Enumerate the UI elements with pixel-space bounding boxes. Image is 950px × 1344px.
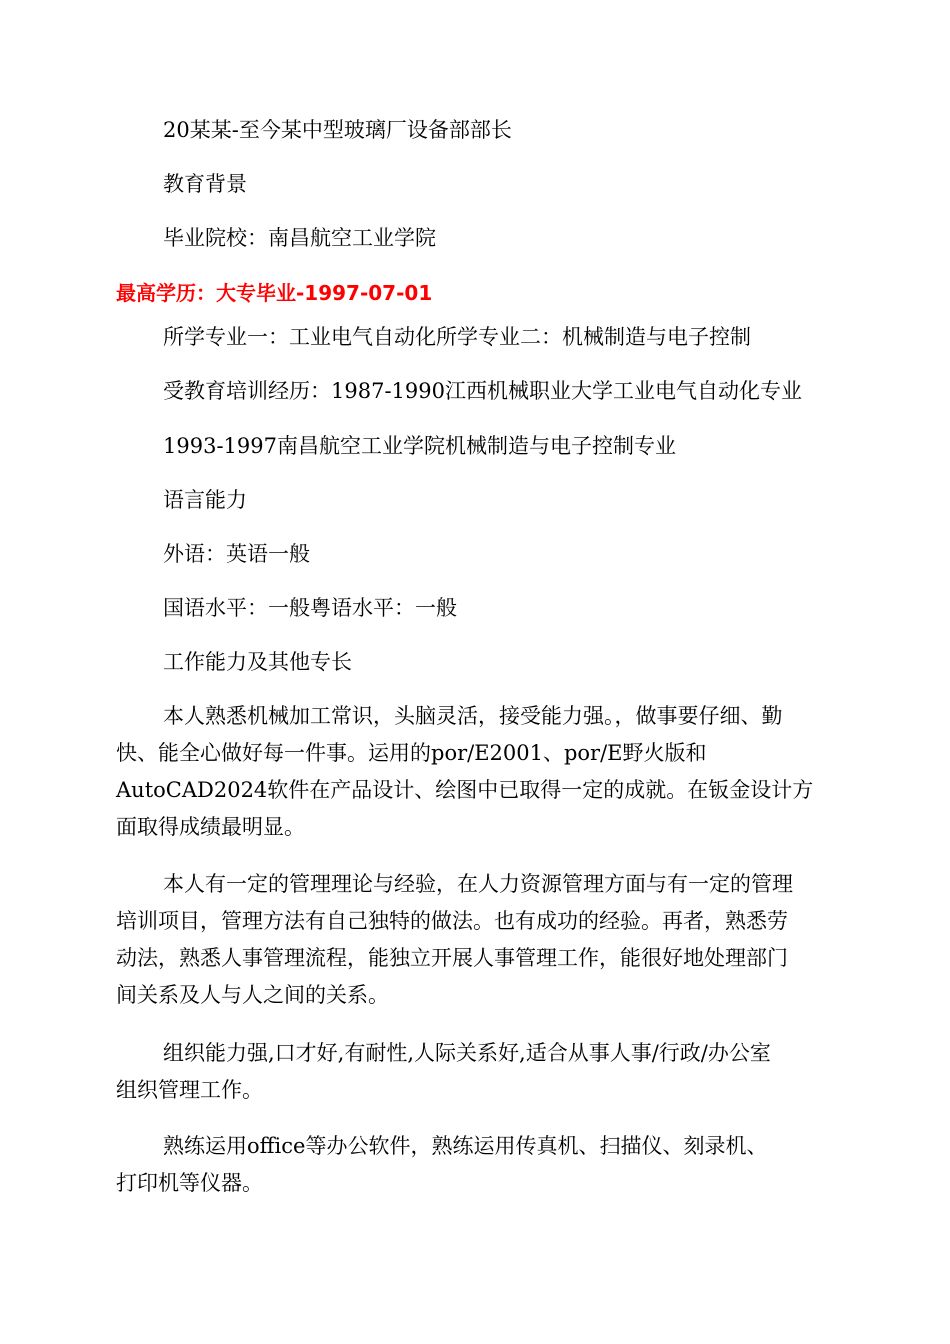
paragraph-line: 本人熟悉机械加工常识，头脑灵活，接受能力强。，做事要仔细、勤 xyxy=(163,704,783,728)
paragraph-line: AutoCAD2024软件在产品设计、绘图中已取得一定的成就。在钣金设计方 xyxy=(116,778,814,802)
job-line: 20某某-至今某中型玻璃厂设备部部长 xyxy=(163,118,512,142)
skills-paragraph-4 xyxy=(116,1128,836,1202)
section-title-education: 教育背景 xyxy=(163,172,247,196)
foreign-language-line: 外语：英语一般 xyxy=(163,542,310,566)
paragraph-line: 培训项目，管理方法有自己独特的做法。也有成功的经验。再者，熟悉劳 xyxy=(116,909,788,933)
skills-paragraph-1 xyxy=(116,698,836,846)
mandarin-cantonese-line: 国语水平：一般粤语水平：一般 xyxy=(163,596,457,620)
training-line-2: 1993-1997南昌航空工业学院机械制造与电子控制专业 xyxy=(163,434,676,458)
majors-line: 所学专业一：工业电气自动化所学专业二：机械制造与电子控制 xyxy=(163,325,751,349)
skills-paragraph-2 xyxy=(116,866,836,1014)
paragraph-line: 打印机等仪器。 xyxy=(116,1171,263,1195)
paragraph-line: 组织能力强,口才好,有耐性,人际关系好,适合从事人事/行政/办公室 xyxy=(163,1041,771,1065)
paragraph-line: 快、能全心做好每一件事。运用的por/E2001、por/E野火版和 xyxy=(116,741,707,765)
paragraph-line: 面取得成绩最明显。 xyxy=(116,815,305,839)
paragraph-line: 动法，熟悉人事管理流程，能独立开展人事管理工作，能很好地处理部门 xyxy=(116,946,788,970)
paragraph-line: 间关系及人与人之间的关系。 xyxy=(116,983,389,1007)
skills-paragraph-3 xyxy=(116,1035,836,1109)
paragraph-line: 组织管理工作。 xyxy=(116,1078,263,1102)
section-title-skills: 工作能力及其他专长 xyxy=(163,650,352,674)
highest-degree-heading: 最高学历：大专毕业-1997-07-01 xyxy=(116,281,433,305)
paragraph-line: 本人有一定的管理理论与经验，在人力资源管理方面与有一定的管理 xyxy=(163,872,793,896)
paragraph-line: 熟练运用office等办公软件，熟练运用传真机、扫描仪、刻录机、 xyxy=(163,1134,768,1158)
training-line-1: 受教育培训经历：1987-1990江西机械职业大学工业电气自动化专业 xyxy=(163,379,802,403)
school-line: 毕业院校：南昌航空工业学院 xyxy=(163,226,436,250)
section-title-language: 语言能力 xyxy=(163,488,247,512)
